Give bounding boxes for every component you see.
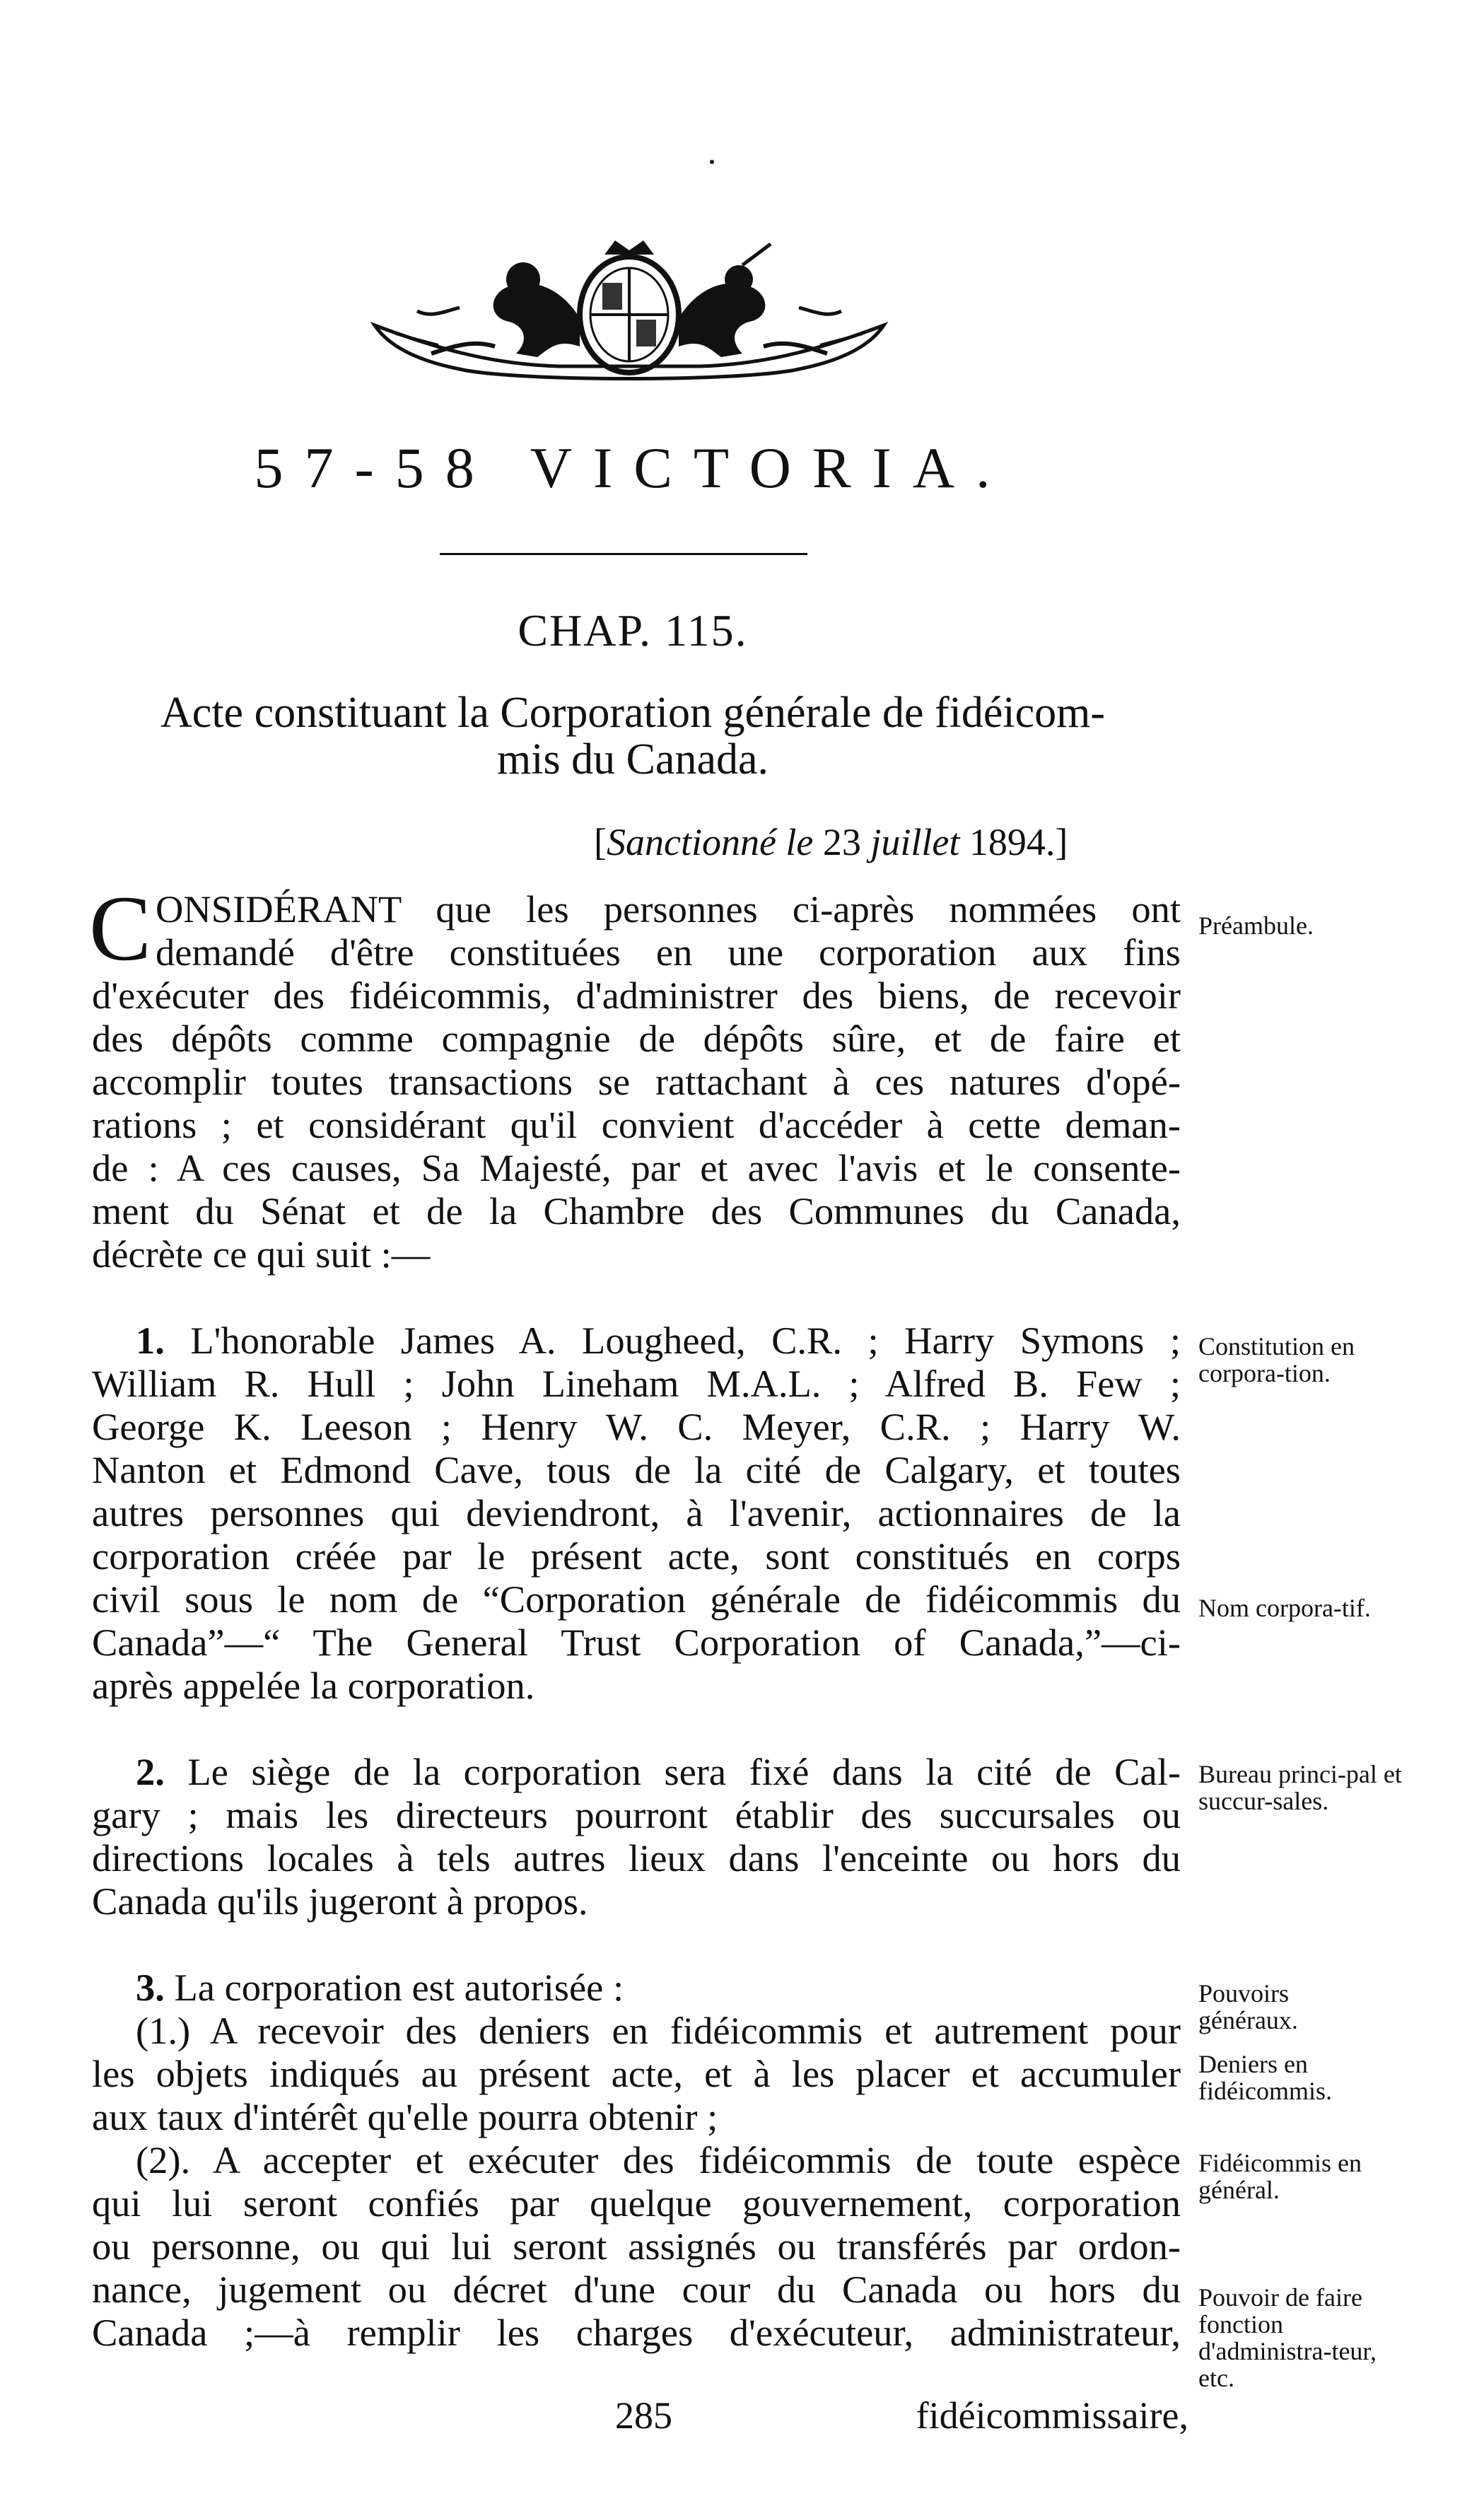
subsection-line: aux taux d'intérêt qu'elle pourra obtenir ; — [92, 2095, 718, 2138]
section-line-text: L'honorable James A. Lougheed, C.R. ; Harry Symons ; — [190, 1319, 1181, 1362]
drop-cap: C — [89, 876, 152, 980]
section-1 — [92, 1319, 1181, 1707]
sanction-month: juillet — [870, 821, 960, 863]
sanction-year: 1894.] — [969, 821, 1068, 863]
section-line: autres personnes qui deviendront, à l'avenir, actionnaires de la — [92, 1491, 1181, 1534]
act-title-line-2: mis du Canada. — [497, 735, 769, 783]
sanction-day: 23 — [822, 821, 861, 863]
act-title — [92, 689, 1174, 783]
sanction-label: Sanctionné le — [606, 821, 814, 863]
margin-note-pouvoirs: Pouvoirs généraux. — [1198, 1979, 1298, 2034]
preamble-paragraph — [89, 876, 1181, 1276]
heading-rule — [440, 553, 807, 555]
preamble-line: demandé d'être constituées en une corporation aux fins — [156, 931, 1181, 974]
act-title-line-1: Acte constituant la Corporation générale de fidéicom- — [160, 689, 1105, 737]
margin-note-nom: Nom corpora-tif. — [1198, 1594, 1371, 1622]
page-number: 285 — [615, 2394, 672, 2437]
subsection-line: les objets indiqués au présent acte, et à les placer et accumuler — [92, 2052, 1181, 2095]
section-line: Canada”—“ The General Trust Corporation of Canada,”—ci- — [92, 1621, 1181, 1664]
preamble-line: rations ; et considérant qu'il convient d'accéder à cette deman- — [92, 1103, 1181, 1146]
reign-heading: 57-58 VICTORIA. — [254, 436, 1012, 500]
catchword: fidéicommissaire, — [916, 2394, 1188, 2437]
section-2 — [92, 1750, 1181, 1923]
chapter-heading: CHAP. 115. — [518, 605, 748, 655]
margin-note-deniers: Deniers en fidéicommis. — [1198, 2050, 1332, 2105]
subsection-line: Canada ;—à remplir les charges d'exécuteur, administrateur, — [92, 2311, 1181, 2354]
section-line: George K. Leeson ; Henry W. C. Meyer, C.R. ; Harry W. — [92, 1405, 1181, 1448]
section-intro: La corporation est autorisée : — [174, 1966, 624, 2009]
section-line — [92, 1319, 1181, 1362]
preamble-line: de : A ces causes, Sa Majesté, par et avec l'avis et le consente- — [92, 1146, 1181, 1189]
section-line: civil sous le nom de “Corporation générale de fidéicommis du — [92, 1578, 1181, 1621]
section-line: corporation créée par le présent acte, sont constitués en corps — [92, 1534, 1181, 1578]
sanction-bracket: [ — [594, 821, 607, 863]
section-number: 2. — [136, 1750, 165, 1793]
royal-coat-of-arms-icon — [346, 240, 912, 389]
section-line — [92, 1750, 1181, 1793]
section-number: 1. — [136, 1319, 165, 1362]
preamble-line: des dépôts comme compagnie de dépôts sûre, et de faire et — [92, 1017, 1181, 1060]
subsection-line: ou personne, ou qui lui seront assignés ou transférés par ordon- — [92, 2225, 1181, 2268]
preamble-line: ment du Sénat et de la Chambre des Communes du Canada, — [92, 1189, 1181, 1232]
subsection-line: nance, jugement ou décret d'une cour du Canada ou hors du — [92, 2268, 1181, 2311]
section-line: Canada qu'ils jugeront à propos. — [92, 1880, 588, 1923]
subsection-line: (1.) A recevoir des deniers en fidéicommis et autrement pour — [136, 2009, 1181, 2052]
margin-note-fideicommis: Fidéicommis en général. — [1198, 2149, 1362, 2204]
ink-speck — [710, 160, 714, 164]
section-number: 3. — [136, 1966, 165, 2009]
preamble-line: décrète ce qui suit :— — [92, 1232, 431, 1276]
margin-note-bureau: Bureau princi-pal et succur-sales. — [1198, 1760, 1402, 1815]
section-line: après appelée la corporation. — [92, 1664, 535, 1707]
section-line: gary ; mais les directeurs pourront établir des succursales ou — [92, 1793, 1181, 1836]
subsection-line: qui lui seront confiés par quelque gouvernement, corporation — [92, 2181, 1181, 2225]
section-line: directions locales à tels autres lieux dans l'enceinte ou hors du — [92, 1836, 1181, 1880]
section-line: Nanton et Edmond Cave, tous de la cité de Calgary, et toutes — [92, 1448, 1181, 1491]
sanction-date — [594, 820, 1068, 864]
margin-note-preambule: Préambule. — [1198, 911, 1314, 940]
margin-note-constitution: Constitution en corpora-tion. — [1198, 1332, 1355, 1387]
section-line: William R. Hull ; John Lineham M.A.L. ; Alfred B. Few ; — [92, 1362, 1181, 1405]
margin-note-pouvoir-admin: Pouvoir de faire fonction d'administra-teur, etc. — [1198, 2283, 1377, 2392]
subsection-line: (2). A accepter et exécuter des fidéicommis de toute espèce — [136, 2138, 1181, 2181]
section-3 — [92, 1966, 1181, 2354]
section-line-text: Le siège de la corporation sera fixé dans la cité de Cal- — [187, 1750, 1181, 1793]
preamble-line: accomplir toutes transactions se rattachant à ces natures d'opé- — [92, 1060, 1181, 1103]
preamble-line: ONSIDÉRANT que les personnes ci-après nommées ont — [156, 887, 1181, 931]
section-line — [92, 1966, 1181, 2009]
preamble-line: d'exécuter des fidéicommis, d'administrer des biens, de recevoir — [92, 974, 1181, 1017]
